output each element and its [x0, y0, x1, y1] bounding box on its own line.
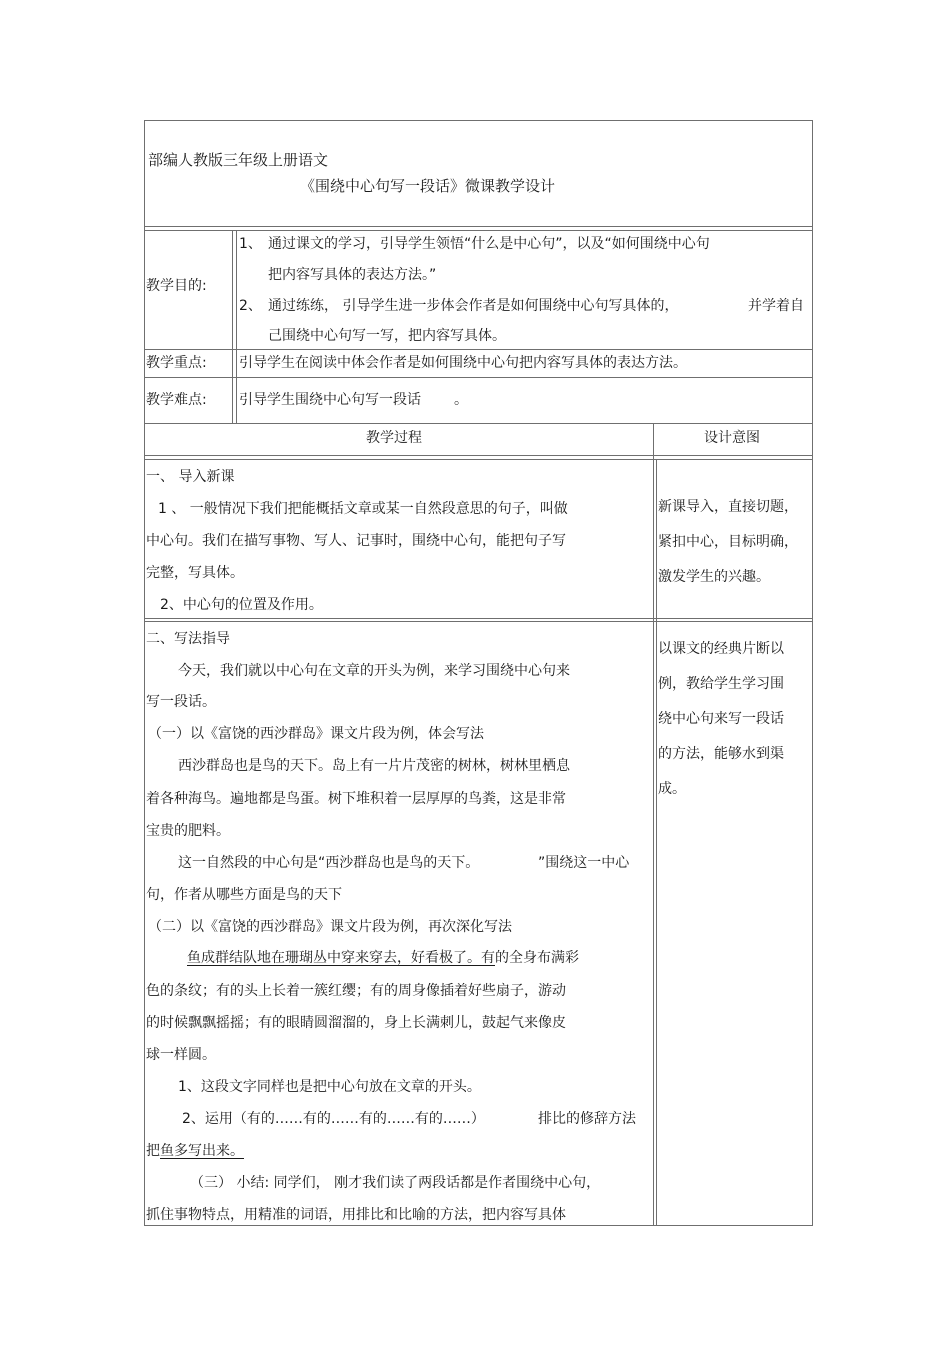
- goal-1-line-1: 通过课文的学习，引导学生领悟“什么是中心句”，以及“如何围绕中心句: [268, 236, 710, 252]
- section-1-para-1-line-2: 中心句。我们在描写事物、写人、记事时，围绕中心句，能把句子写: [146, 533, 566, 549]
- example-2-line-3: 的时候飘飘摇摇；有的眼睛圆溜溜的，身上长满刺儿，鼓起气来像皮: [146, 1015, 566, 1031]
- section-2-intent-line-2: 例，教给学生学习围: [658, 676, 784, 692]
- note-1-line-1-end: ”围绕这一中心: [538, 855, 630, 871]
- divider: [144, 230, 813, 231]
- point-2-line-2: [146, 1141, 258, 1161]
- point-2-line-1: 2、运用（有的……有的……有的……有的……）: [182, 1111, 485, 1127]
- doc-title: 《围绕中心句写一段话》微课教学设计: [300, 177, 556, 195]
- section-1-title: 一、 导入新课: [146, 469, 235, 485]
- section-2-intent-line-4: 的方法，能够水到渠: [658, 746, 784, 762]
- goal-2-line-2: 己围绕中心句写一写，把内容写具体。: [268, 328, 506, 344]
- section-1-para-1-line-1: 1 、 一般情况下我们把能概括文章或某一自然段意思的句子，叫做: [158, 501, 568, 517]
- example-2-line-1: [187, 948, 579, 968]
- doc-subtitle: 部编人教版三年级上册语文: [148, 151, 329, 169]
- example-1-line-3: 宝贵的肥料。: [146, 823, 230, 839]
- divider: [144, 459, 813, 460]
- point-2-line-2-start: 把: [146, 1143, 160, 1159]
- column-divider: [236, 230, 237, 423]
- point-1: 1、这段文字同样也是把中心句放在文章的开头。: [178, 1079, 481, 1095]
- section-2-title: 二、写法指导: [146, 631, 230, 647]
- section-1-intent-line-2: 紧扣中心，目标明确，: [658, 534, 798, 550]
- point-2-underlined: 鱼多写出来。: [160, 1143, 244, 1159]
- divider: [144, 349, 813, 350]
- goal-2-line-1: 通过练练， 引导学生进一步体会作者是如何围绕中心句写具体的，: [268, 298, 679, 314]
- subsection-1-heading: （一）以《富饶的西沙群岛》课文片段为例，体会写法: [148, 726, 484, 742]
- divider: [144, 618, 813, 619]
- section-2-intent-line-1: 以课文的经典片断以: [658, 641, 784, 657]
- goal-2-line-1-end: 并学着自: [748, 298, 804, 314]
- difficulty-period: 。: [454, 392, 468, 408]
- example-1-line-2: 着各种海鸟。遍地都是鸟蛋。树下堆积着一层厚厚的鸟粪，这是非常: [146, 791, 566, 807]
- section-1-para-1-line-3: 完整，写具体。: [146, 565, 244, 581]
- goal-1-line-2: 把内容写具体的表达方法。”: [268, 267, 437, 283]
- goal-2-number: 2、: [239, 298, 262, 314]
- summary-line-2: 抓住事物特点，用精准的词语，用排比和比喻的方法，把内容写具体: [146, 1207, 566, 1223]
- point-2-line-1-end: 排比的修辞方法: [538, 1111, 636, 1127]
- column-divider: [232, 230, 233, 423]
- example-2-line-2: 色的条纹；有的头上长着一簇红缨；有的周身像插着好些扇子，游动: [146, 983, 566, 999]
- goals-label: 教学目的:: [146, 278, 207, 294]
- goal-1-number: 1、: [239, 236, 262, 252]
- column-divider: [656, 459, 657, 1226]
- divider: [144, 621, 813, 622]
- column-header-process: 教学过程: [366, 430, 422, 446]
- difficulty-text: 引导学生围绕中心句写一段话: [239, 392, 421, 408]
- section-1-intent-line-3: 激发学生的兴趣。: [658, 569, 770, 585]
- divider: [144, 455, 813, 456]
- difficulty-label: 教学难点:: [146, 392, 207, 408]
- example-1-line-1: 西沙群岛也是鸟的天下。岛上有一片片茂密的树林，树林里栖息: [178, 758, 570, 774]
- column-header-intent: 设计意图: [704, 430, 760, 446]
- example-2-central-sentence: 鱼成群结队地在珊瑚丛中穿来穿去，好看极了。有: [187, 950, 495, 966]
- section-1-intent-line-1: 新课导入，直接切题，: [658, 499, 798, 515]
- section-2-intro-line-2: 写一段话。: [146, 694, 216, 710]
- column-divider: [653, 423, 654, 1226]
- section-2-intent-line-3: 绕中心句来写一段话: [658, 711, 784, 727]
- section-2-intent-line-5: 成。: [658, 781, 686, 797]
- divider: [144, 377, 813, 378]
- summary-line-1: （三） 小结: 同学们， 刚才我们读了两段话都是作者围绕中心句，: [190, 1175, 601, 1191]
- note-1-line-2: 句，作者从哪些方面是鸟的天下: [146, 887, 342, 903]
- example-2-line-1-rest: 的全身布满彩: [495, 950, 579, 966]
- example-2-line-4: 球一样圆。: [146, 1047, 216, 1063]
- key-point-label: 教学重点:: [146, 355, 207, 371]
- divider: [144, 423, 813, 424]
- key-point-text: 引导学生在阅读中体会作者是如何围绕中心句把内容写具体的表达方法。: [239, 355, 687, 371]
- section-1-para-2: 2、中心句的位置及作用。: [160, 597, 323, 613]
- divider: [144, 226, 813, 227]
- section-2-intro-line-1: 今天，我们就以中心句在文章的开头为例，来学习围绕中心句来: [178, 663, 570, 679]
- subsection-2-heading: （二）以《富饶的西沙群岛》课文片段为例，再次深化写法: [148, 919, 512, 935]
- note-1-line-1: 这一自然段的中心句是“西沙群岛也是鸟的天下。: [178, 855, 480, 871]
